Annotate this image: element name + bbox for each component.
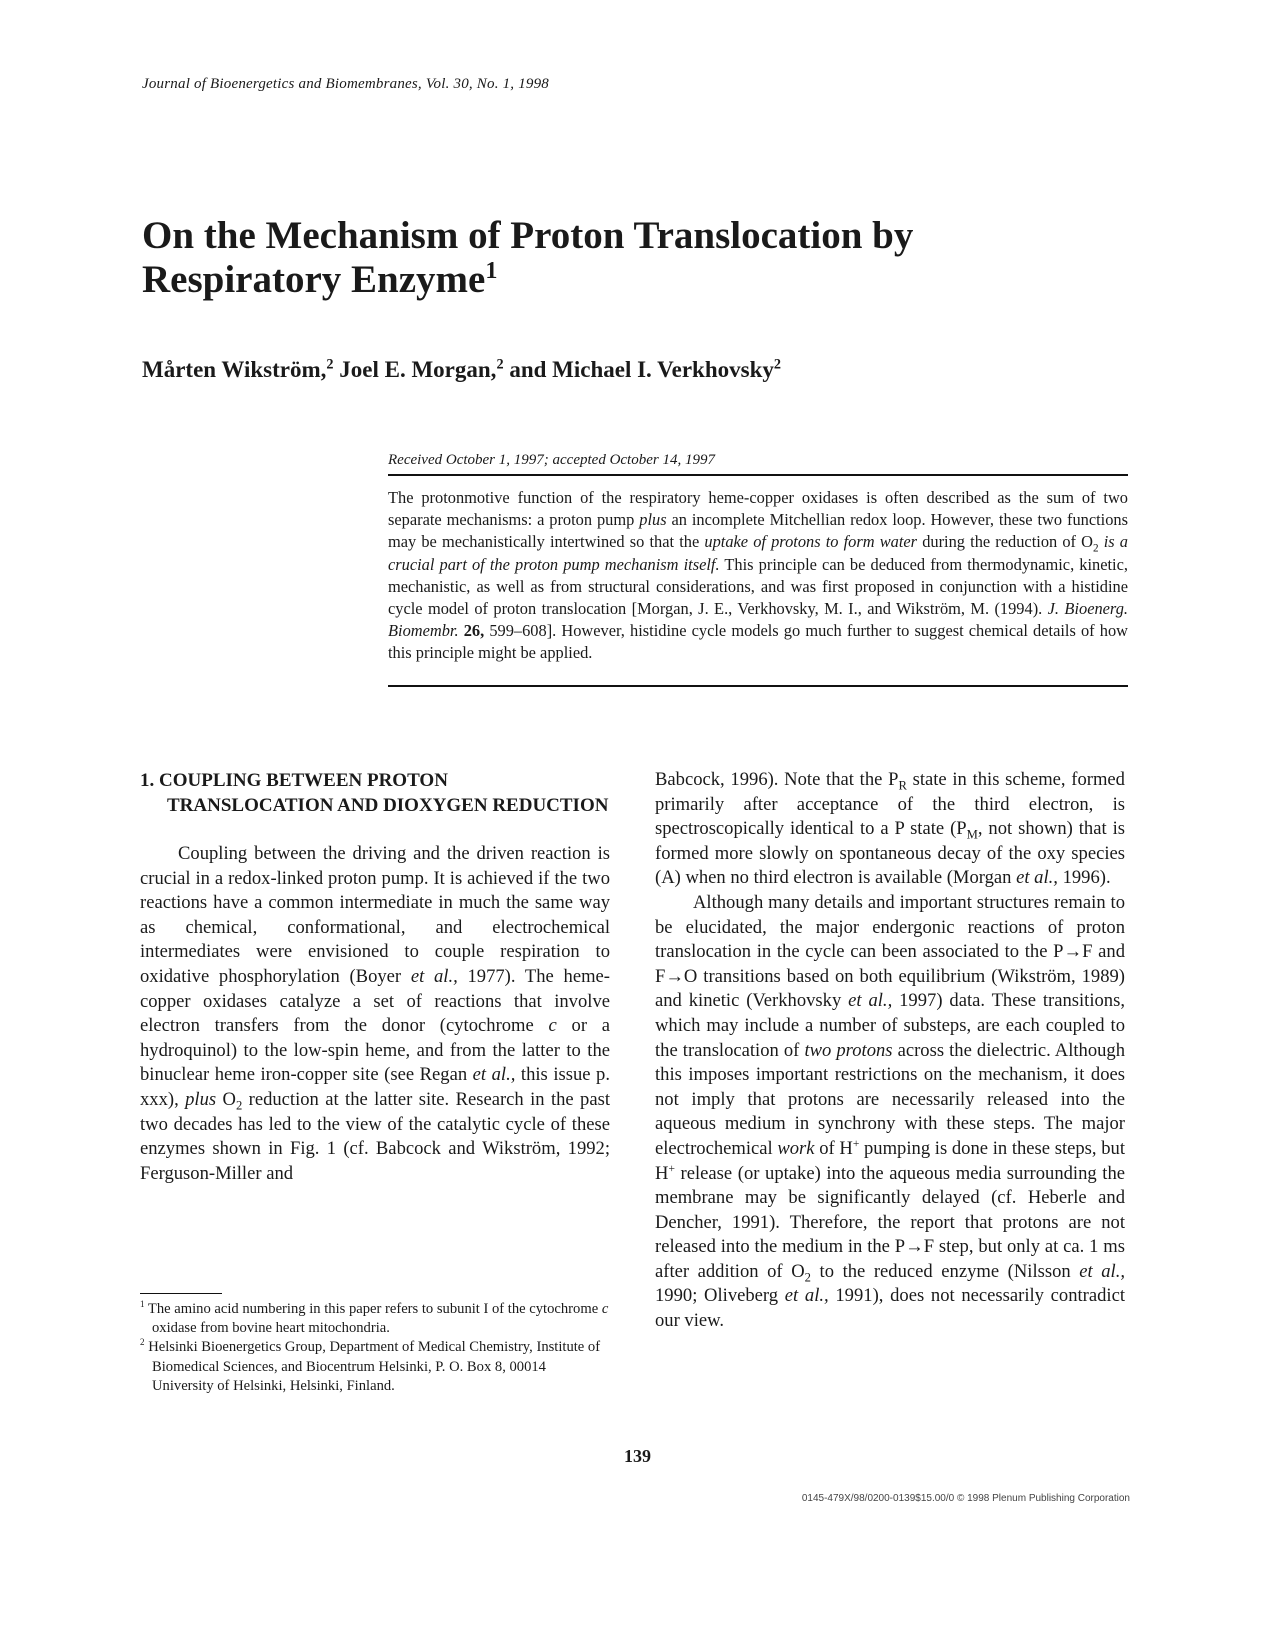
body-paragraph <box>655 891 1125 1334</box>
right-column <box>655 768 1125 1334</box>
body-text: O <box>216 1088 236 1110</box>
received-dates: Received October 1, 1997; accepted October 14, 1997 <box>388 452 715 468</box>
abstract-italic: uptake of protons to form water <box>704 532 918 552</box>
footnotes <box>140 1300 610 1396</box>
body-text: Although many details and important structures remain to be elucidated, the major endergonic reactions of proton translocation in the cycle can been associated to the P→F and F→O transitions based on both equilibrium (Wikström, 1989) and kinetic (Verkhovsky <box>655 891 1125 1012</box>
title-line-1: On the Mechanism of Proton Translocation by <box>142 214 914 257</box>
abstract <box>388 487 1128 665</box>
body-text: of H <box>814 1137 853 1159</box>
footnote-mark: 1 <box>140 1299 145 1310</box>
body-text: 1996). <box>1057 867 1111 889</box>
author-affiliation-mark: 2 <box>496 356 504 373</box>
title-footnote-mark: 1 <box>485 257 498 284</box>
footnote-italic: c <box>601 1301 609 1317</box>
author-name: Mårten Wikström, <box>142 357 327 382</box>
body-italic: et al., <box>410 965 458 987</box>
body-text: 1990; Oliveberg <box>655 1285 785 1307</box>
abstract-text: The protonmotive function of the respiratory heme-copper oxidases is often described as the sum of two separate mechanisms: a proton pump <box>388 488 1128 530</box>
body-text: release (or uptake) into the aqueous media surrounding the membrane may be significantly delayed (cf. Heberle and Dencher, 1991). Therefore, the report that protons are not released into the medium in the P→F step, but only at ca. 1 ms after addition of O <box>655 1162 1125 1282</box>
title-line-2: Respiratory Enzyme <box>142 258 486 301</box>
abstract-volume: 26, <box>458 621 485 641</box>
body-paragraph <box>655 768 1125 891</box>
superscript: + <box>852 1137 860 1150</box>
author-affiliation-mark: 2 <box>773 356 781 373</box>
subscript: 2 <box>1092 542 1099 555</box>
body-paragraph <box>140 842 610 1186</box>
body-text: state in this scheme, formed primarily after acceptance of the third electron, is spectroscopically identical to a P state (P <box>655 769 1125 840</box>
abstract-italic: plus <box>639 510 667 530</box>
body-italic: et al., <box>848 990 893 1012</box>
footnote-text: The amino acid numbering in this paper refers to subunit I of the cytochrome <box>147 1301 602 1317</box>
author-affiliation-mark: 2 <box>326 356 334 373</box>
body-text: 1997) data. These transitions, which may include a number of substeps, are each coupled to the translocation of <box>655 990 1125 1061</box>
footnote-text: Helsinki Bioenergetics Group, Department of Medical Chemistry, Institute of Biomedical Sciences, and Biocentrum Helsinki, P. O. Box 8, 00014 University of Helsinki, Helsinki, Finland. <box>148 1339 601 1394</box>
subscript: 2 <box>235 1098 243 1113</box>
author-list <box>142 357 781 383</box>
body-text: 1977). The heme-copper oxidases catalyze a set of reactions that involve electron transfers from the donor (cytochrome <box>140 965 610 1037</box>
footnote-rule <box>140 1293 222 1294</box>
subscript: 2 <box>804 1270 811 1285</box>
superscript: + <box>668 1162 675 1175</box>
abstract-text: an incomplete Mitchellian redox loop. However, these two functions may be mechanistically intertwined so that the <box>388 510 1128 552</box>
copyright-line: 0145-479X/98/0200-0139$15.00/0 © 1998 Plenum Publishing Corporation <box>801 1493 1130 1504</box>
body-text: Babcock, 1996). Note that the P <box>655 769 899 790</box>
body-italic: et al., <box>784 1285 829 1307</box>
section-heading: 1. COUPLING BETWEEN PROTON TRANSLOCATION AND DIOXYGEN REDUCTION <box>140 770 609 816</box>
body-italic: et al., <box>1016 867 1058 889</box>
body-text: to the reduced enzyme (Nilsson <box>810 1260 1080 1282</box>
footnote-mark: 2 <box>140 1337 145 1348</box>
abstract-italic: is a crucial part of the proton pump mechanism itself. <box>388 532 1128 574</box>
body-italic: work <box>777 1137 815 1159</box>
subscript: R <box>898 778 907 793</box>
body-text: reduction at the latter site. Research in the past two decades has led to the view of the catalytic cycle of these enzymes shown in Fig. 1 (cf. Babcock and Wikström, 1992; Ferguson-Miller and <box>140 1088 610 1184</box>
subscript: M <box>966 827 978 842</box>
abstract-text: during the reduction of O <box>917 532 1093 552</box>
footnote <box>140 1338 610 1396</box>
page-number: 139 <box>624 1446 651 1466</box>
abstract-text: This principle can be deduced from thermodynamic, kinetic, mechanistic, as well as from structural considerations, and was first proposed in conjunction with a histidine cycle model of proton translocation [Morgan, J. E., Verkhovsky, M. I., and Wikström, M. (1994). <box>388 554 1128 619</box>
body-italic: et al., <box>472 1064 516 1086</box>
body-text: 1991), does not necessarily contradict our view. <box>655 1285 1125 1332</box>
body-italic: plus <box>185 1088 217 1110</box>
footnote-text: oxidase from bovine heart mitochondria. <box>152 1320 390 1337</box>
abstract-bottom-rule <box>388 685 1128 687</box>
article-title <box>142 214 1042 302</box>
author-name: and Michael I. Verkhovsky <box>509 357 774 382</box>
left-column <box>140 768 610 1186</box>
body-text: , not shown) that is formed more slowly on spontaneous decay of the oxy species (A) when no third electron is available (Morgan <box>655 818 1125 889</box>
author-name: Joel E. Morgan, <box>339 357 497 382</box>
body-text: or a hydroquinol) to the low-spin heme, and from the latter to the binuclear heme iron-copper site (see Regan <box>140 1015 610 1086</box>
abstract-italic: J. Bioenerg. Biomembr. <box>388 599 1128 641</box>
body-text: this issue p. xxx), <box>140 1064 610 1110</box>
body-italic: et al., <box>1079 1260 1126 1282</box>
body-italic: c <box>548 1015 557 1037</box>
body-text: pumping is done in these steps, but H <box>655 1137 1125 1184</box>
body-italic: two protons <box>804 1039 893 1061</box>
body-text: across the dielectric. Although this imposes important restrictions on the mechanism, it does not imply that protons are necessarily released into the aqueous medium in synchrony with these steps. The major electrochemical <box>655 1039 1126 1159</box>
abstract-text: 599–608]. However, histidine cycle models go much further to suggest chemical details of how this principle might be applied. <box>388 621 1128 663</box>
body-text: Coupling between the driving and the driven reaction is crucial in a redox-linked proton pump. It is achieved if the two reactions have a common intermediate in much the same way as chemical, conformational, and electrochemical intermediates were envisioned to couple respiration to oxidative phosphorylation (Boyer <box>140 843 610 987</box>
journal-citation: Journal of Bioenergetics and Biomembranes, Vol. 30, No. 1, 1998 <box>142 76 550 92</box>
footnote <box>140 1300 610 1338</box>
abstract-top-rule <box>388 474 1128 476</box>
